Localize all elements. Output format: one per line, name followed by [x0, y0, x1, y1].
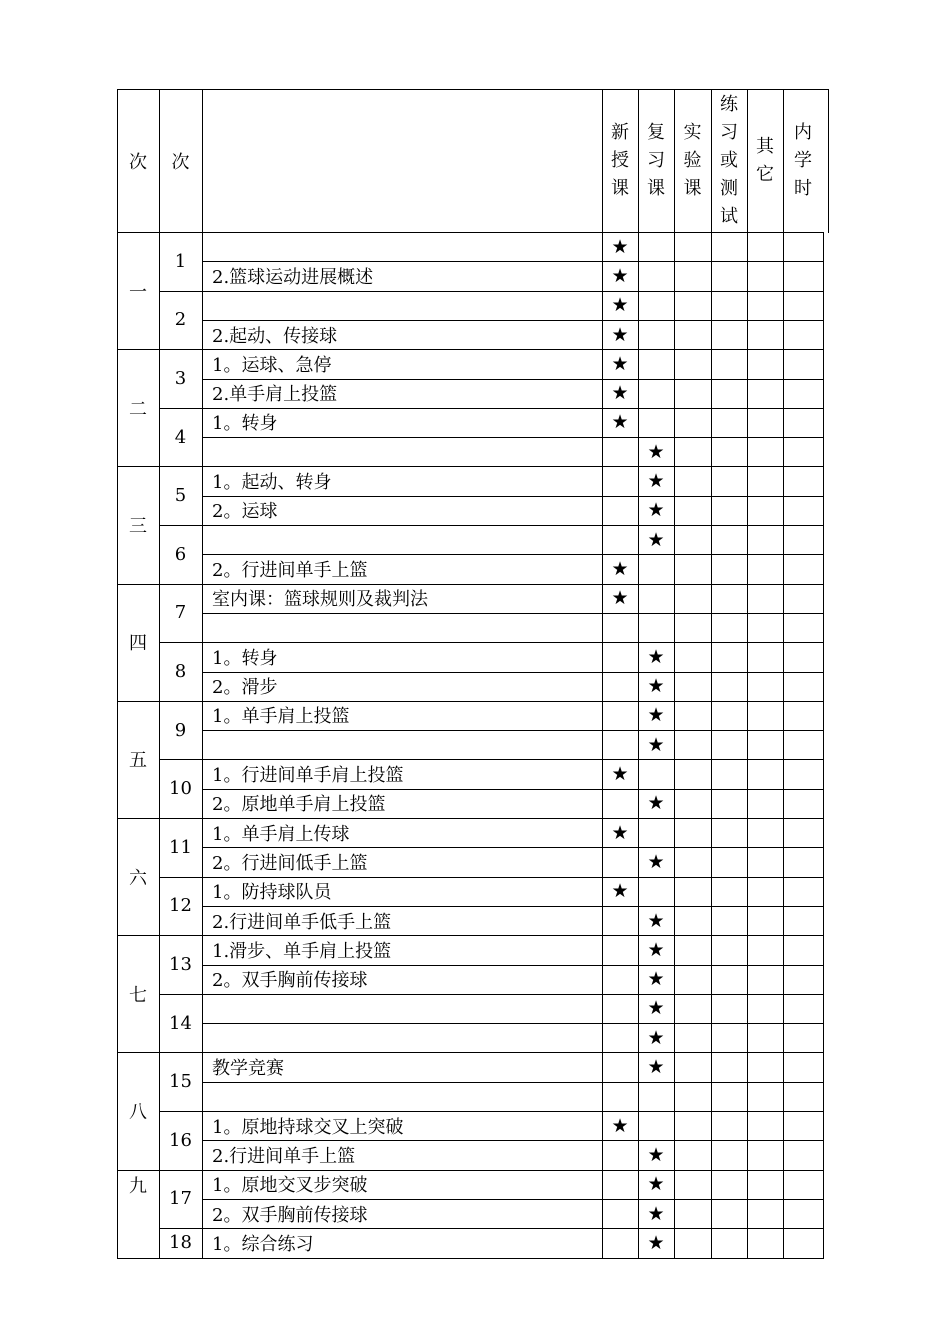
- lesson-content: 2。双手胸前传接球: [212, 970, 368, 992]
- session-divider: [159, 1228, 203, 1229]
- week-divider: [117, 818, 160, 819]
- week-divider: [117, 701, 160, 702]
- row-divider: [202, 1228, 824, 1229]
- grid-line: [674, 232, 675, 1259]
- lesson-content: 2.行进间单手上篮: [212, 1145, 356, 1167]
- lesson-content: 1。原地交叉步突破: [212, 1175, 368, 1197]
- session-divider: [159, 994, 203, 995]
- star-icon: ★: [647, 499, 665, 522]
- row-divider: [202, 1111, 824, 1112]
- grid-line: [638, 232, 639, 1259]
- session-divider: [159, 408, 203, 409]
- row-divider: [202, 554, 824, 555]
- session-divider: [159, 759, 203, 760]
- row-divider: [202, 701, 824, 702]
- session-number: 15: [169, 1071, 192, 1093]
- grid-line: [711, 89, 712, 233]
- header-session-label: 次: [171, 151, 190, 173]
- row-divider: [202, 877, 824, 878]
- session-number: 3: [174, 367, 187, 389]
- star-icon: ★: [611, 323, 629, 346]
- grid-line: [159, 89, 160, 233]
- lesson-content: 2。运球: [212, 501, 278, 523]
- lesson-content: 1.滑步、单手肩上投篮: [212, 940, 392, 962]
- week-divider: [117, 349, 160, 350]
- grid-line: [747, 89, 748, 233]
- header-type-review: [638, 89, 674, 232]
- row-divider: [202, 935, 824, 936]
- week-label: 九: [129, 1175, 147, 1197]
- star-icon: ★: [647, 704, 665, 727]
- star-icon: ★: [647, 528, 665, 551]
- star-icon: ★: [647, 1202, 665, 1225]
- week-divider: [117, 1052, 160, 1053]
- row-divider: [202, 291, 824, 292]
- row-divider: [202, 437, 824, 438]
- header-type-label: 实验课: [683, 121, 702, 199]
- star-icon: ★: [647, 938, 665, 961]
- session-number: 5: [174, 485, 187, 507]
- star-icon: ★: [647, 675, 665, 698]
- grid-line: [602, 232, 603, 1259]
- star-icon: ★: [647, 1143, 665, 1166]
- header-type-new: [602, 89, 638, 232]
- session-divider: [159, 877, 203, 878]
- row-divider: [202, 847, 824, 848]
- row-divider: [202, 1140, 824, 1141]
- session-number: 7: [174, 602, 187, 624]
- star-icon: ★: [647, 968, 665, 991]
- grid-line: [747, 232, 748, 1259]
- lesson-content: 1。原地持球交叉上突破: [212, 1116, 404, 1138]
- session-number: 10: [169, 778, 192, 800]
- star-icon: ★: [611, 1114, 629, 1137]
- row-divider: [202, 759, 824, 760]
- row-divider: [202, 642, 824, 643]
- row-divider: [202, 994, 824, 995]
- grid-line: [159, 232, 160, 1259]
- session-number: 8: [174, 660, 187, 682]
- grid-line: [202, 232, 203, 1259]
- week-divider: [117, 1170, 160, 1171]
- grid-line: [117, 232, 118, 1259]
- week-divider: [117, 466, 160, 467]
- header-type-label: 内学时: [794, 121, 812, 199]
- grid-line: [638, 89, 639, 233]
- lesson-content: 1。起动、转身: [212, 472, 332, 494]
- session-number: 18: [169, 1232, 192, 1254]
- header-type-lab: [674, 89, 711, 232]
- lesson-content: 1。转身: [212, 413, 278, 435]
- star-icon: ★: [611, 382, 629, 405]
- row-divider: [202, 1023, 824, 1024]
- lesson-content: 2。原地单手肩上投篮: [212, 794, 386, 816]
- session-divider: [159, 818, 203, 819]
- header-type-label: 新授课: [611, 121, 629, 199]
- star-icon: ★: [611, 763, 629, 786]
- grid-line: [783, 232, 784, 1259]
- week-label: 八: [129, 1101, 147, 1123]
- session-number: 11: [169, 836, 192, 858]
- lesson-content: 2。双手胸前传接球: [212, 1204, 368, 1226]
- star-icon: ★: [611, 880, 629, 903]
- row-divider: [202, 232, 824, 233]
- session-number: 12: [169, 895, 192, 917]
- lesson-content: 室内课：篮球规则及裁判法: [212, 589, 428, 611]
- session-divider: [159, 1170, 203, 1171]
- session-number: 17: [169, 1188, 192, 1210]
- header-type-hours: [783, 89, 823, 232]
- grid-line: [202, 89, 203, 233]
- star-icon: ★: [647, 1173, 665, 1196]
- star-icon: ★: [647, 1231, 665, 1254]
- star-icon: ★: [611, 294, 629, 317]
- row-divider: [202, 349, 824, 350]
- session-number: 16: [169, 1129, 192, 1151]
- row-divider: [202, 1082, 824, 1083]
- star-icon: ★: [647, 909, 665, 932]
- lesson-content: 1。综合练习: [212, 1233, 314, 1255]
- star-icon: ★: [647, 1056, 665, 1079]
- week-label: 五: [129, 750, 147, 772]
- star-icon: ★: [647, 733, 665, 756]
- week-label: 六: [129, 867, 147, 889]
- header-type-label: 复习课: [647, 121, 665, 199]
- session-number: 4: [174, 426, 187, 448]
- row-divider: [202, 496, 824, 497]
- row-divider: [202, 965, 824, 966]
- star-icon: ★: [611, 821, 629, 844]
- star-icon: ★: [611, 411, 629, 434]
- grid-line: [823, 232, 824, 1259]
- lesson-content: 1。防持球队员: [212, 882, 332, 904]
- row-divider: [202, 525, 824, 526]
- row-divider: [202, 613, 824, 614]
- session-number: 14: [169, 1012, 192, 1034]
- star-icon: ★: [611, 235, 629, 258]
- lesson-content: 1。行进间单手肩上投篮: [212, 765, 404, 787]
- grid-line: [783, 89, 784, 233]
- star-icon: ★: [611, 587, 629, 610]
- grid-line: [117, 89, 118, 233]
- lesson-content: 2。滑步: [212, 677, 278, 699]
- row-divider: [202, 320, 824, 321]
- header-type-label: 其它: [756, 135, 774, 185]
- grid-line: [602, 89, 603, 233]
- row-divider: [202, 1052, 824, 1053]
- session-divider: [159, 349, 203, 350]
- star-icon: ★: [647, 1026, 665, 1049]
- lesson-content: 1。单手肩上投篮: [212, 706, 350, 728]
- lesson-content: 1。运球、急停: [212, 354, 332, 376]
- week-label: 一: [129, 281, 147, 303]
- header-type-other: [747, 89, 783, 232]
- header-week-label: 次: [129, 151, 147, 173]
- session-divider: [159, 1111, 203, 1112]
- week-divider: [117, 232, 160, 233]
- session-number: 1: [174, 250, 187, 272]
- star-icon: ★: [647, 850, 665, 873]
- row-divider: [202, 789, 824, 790]
- star-icon: ★: [647, 470, 665, 493]
- lesson-content: 教学竞赛: [212, 1058, 284, 1080]
- star-icon: ★: [647, 440, 665, 463]
- week-label: 三: [129, 515, 147, 537]
- session-number: 6: [174, 543, 187, 565]
- session-divider: [159, 525, 203, 526]
- week-label: 七: [129, 984, 147, 1006]
- session-number: 2: [174, 309, 187, 331]
- session-divider: [159, 1052, 203, 1053]
- row-divider: [202, 261, 824, 262]
- star-icon: ★: [647, 645, 665, 668]
- session-divider: [159, 701, 203, 702]
- header-type-label: 练习或测试: [720, 93, 738, 227]
- lesson-content: 2.行进间单手低手上篮: [212, 911, 392, 933]
- session-number: 9: [174, 719, 187, 741]
- row-divider: [202, 1170, 824, 1171]
- star-icon: ★: [611, 264, 629, 287]
- session-number: 13: [169, 953, 192, 975]
- lesson-content: 2。行进间单手上篮: [212, 559, 368, 581]
- session-divider: [159, 291, 203, 292]
- lesson-content: 1。转身: [212, 647, 278, 669]
- row-divider: [202, 466, 824, 467]
- week-label: 四: [129, 633, 147, 655]
- star-icon: ★: [611, 352, 629, 375]
- week-divider: [117, 935, 160, 936]
- star-icon: ★: [647, 997, 665, 1020]
- lesson-content: 2.单手肩上投篮: [212, 384, 338, 406]
- session-divider: [159, 232, 203, 233]
- row-divider: [202, 730, 824, 731]
- row-divider: [202, 1199, 824, 1200]
- header-top-border: [117, 89, 829, 90]
- row-divider: [202, 408, 824, 409]
- header-type-practice: [711, 89, 747, 232]
- row-divider: [202, 672, 824, 673]
- lesson-content: 2.篮球运动进展概述: [212, 266, 374, 288]
- session-divider: [159, 466, 203, 467]
- week-divider: [117, 584, 160, 585]
- table-bottom-border: [117, 1258, 824, 1259]
- star-icon: ★: [647, 792, 665, 815]
- row-divider: [202, 906, 824, 907]
- session-divider: [159, 584, 203, 585]
- row-divider: [202, 818, 824, 819]
- lesson-content: 2。行进间低手上篮: [212, 852, 368, 874]
- row-divider: [202, 584, 824, 585]
- header-right-border: [828, 89, 829, 233]
- week-label: 二: [129, 398, 147, 420]
- lesson-content: 2.起动、传接球: [212, 325, 338, 347]
- header-content-label: [202, 89, 602, 232]
- session-divider: [159, 642, 203, 643]
- star-icon: ★: [611, 557, 629, 580]
- grid-line: [711, 232, 712, 1259]
- grid-line: [674, 89, 675, 233]
- row-divider: [202, 379, 824, 380]
- session-divider: [159, 935, 203, 936]
- lesson-content: 1。单手肩上传球: [212, 823, 350, 845]
